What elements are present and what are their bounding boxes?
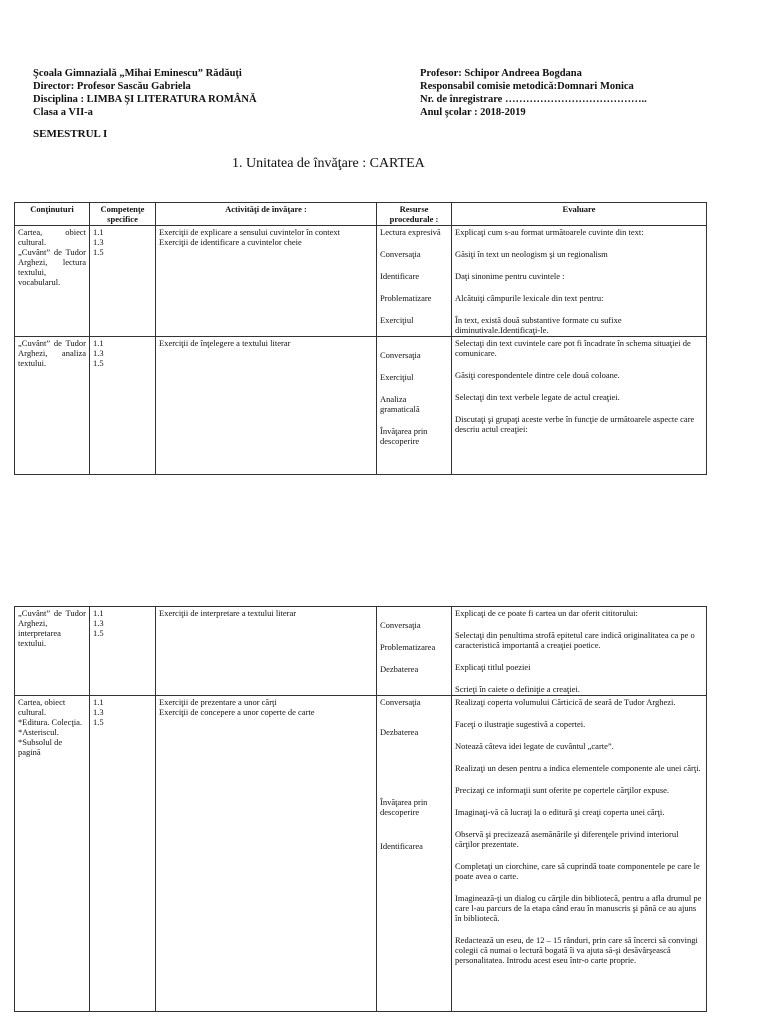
table-row: [15, 337, 707, 475]
methodic-responsible: Responsabil comisie metodică:Domnari Monica: [420, 81, 634, 92]
row-evaluare: Realizaţi coperta volumului Cărticică de seară de Tudor Arghezi. Faceţi o ilustraţie sugestivă a copertei. Notează câteva idei legate de cuvântul „carte”. Realizaţi un desen pentru a indica elementele componente ale unei cărţi. Precizaţi ce informaţii sunt oferite pe copertele cărţilor expuse. Imaginaţi-vă că lucraţi la o editură şi creaţi coperta unei cărţi. Observă şi precizează asemănările şi diferenţele privind interiorul cărţilor prezentate. Completaţi un ciorchine, care să cuprindă toate componentele pe care le poate avea o carte. Imaginează-ţi un dialog cu cărţile din bibliotecă, pentru a afla drumul pe care l-au parcurs de la etapa când erau în manuscris şi până ce au ajuns în bibliotecă. Redactează un eseu, de 12 – 15 rânduri, prin care să încerci să convingi colegii că numai o lectură bogată îi va ajuta să-şi desăvârşească personalitatea. Introdu acest eseu într-o carte proprie.: [452, 696, 707, 1012]
header-right: [420, 67, 647, 119]
table-header-row: [15, 203, 707, 226]
row-activitati: Exerciţii de explicare a sensului cuvintelor în context Exerciţii de identificare a cuvintelor cheie: [156, 226, 377, 337]
plan-table-page-1: [14, 202, 707, 475]
plan-table-page-2: [14, 606, 707, 1012]
discipline: Disciplina : LIMBA ŞI LITERATURA ROMÂNĂ: [33, 94, 257, 105]
row-continut: „Cuvânt” de Tudor Arghezi, analiza textului.: [15, 337, 90, 475]
header-continuturi: Conţinuturi: [15, 203, 90, 226]
unit-title: 1. Unitatea de învăţare : CARTEA: [232, 156, 425, 171]
table-row: [15, 696, 707, 1012]
row-continut: „Cuvânt” de Tudor Arghezi, interpretarea textului.: [15, 607, 90, 696]
header-activitati: Activităţi de învăţare :: [156, 203, 377, 226]
header-evaluare: Evaluare: [452, 203, 707, 226]
row-resurse: Conversaţia Dezbaterea Învăţarea prin descoperire Identificarea: [377, 696, 452, 1012]
row-activitati: Exerciţii de interpretare a textului literar: [156, 607, 377, 696]
row-activitati: Exerciţii de înţelegere a textului literar: [156, 337, 377, 475]
row-evaluare: Explicaţi cum s-au format următoarele cuvinte din text: Găsiţi în text un neologism şi un regionalism Daţi sinonime pentru cuvintele : Alcătuiţi câmpurile lexicale din text pentru: În text, există două substantive formate cu sufixe diminutivale.Identificaţi-le.: [452, 226, 707, 337]
row-resurse: Conversaţia Exerciţiul Analiza gramaticală Învăţarea prin descoperire: [377, 337, 452, 475]
semester-heading: SEMESTRUL I: [33, 128, 108, 140]
row-continut: Cartea, obiect cultural. „Cuvânt” de Tudor Arghezi, lectura textului, vocabularul.: [15, 226, 90, 337]
school-name: Şcoala Gimnazială „Mihai Eminescu” Rădăuţi: [33, 68, 242, 79]
registration-number: Nr. de înregistrare …………………………………..: [420, 94, 647, 105]
row-evaluare: Explicaţi de ce poate fi cartea un dar oferit cititorului: Selectaţi din penultima strofă epitetul care indică originalitatea ca pe o caracteristică importantă a creaţiei poetice. Explicaţi titlul poeziei Scrieţi în caiete o definiţie a creaţiei.: [452, 607, 707, 696]
row-evaluare: Selectaţi din text cuvintele care pot fi încadrate în schema situaţiei de comunicare. Găsiţi corespondentele dintre cele două coloane. Selectaţi din text verbele legate de actul creaţiei. Discutaţi şi grupaţi aceste verbe în funcţie de următoarele aspecte care descriu actul creaţiei:: [452, 337, 707, 475]
row-activitati: Exerciţii de prezentare a unor cărţi Exerciţii de concepere a unor coperte de carte: [156, 696, 377, 1012]
school-year: Anul şcolar : 2018-2019: [420, 107, 526, 118]
row-competente: 1.1 1.3 1.5: [90, 696, 156, 1012]
director: Director: Profesor Sascău Gabriela: [33, 81, 191, 92]
table-row: [15, 607, 707, 696]
header-competente: Competenţe specifice: [90, 203, 156, 226]
header-left: [33, 67, 257, 119]
row-competente: 1.1 1.3 1.5: [90, 607, 156, 696]
row-resurse: Lectura expresivă Conversaţia Identificare Problematizare Exerciţiul: [377, 226, 452, 337]
header-resurse: Resurse procedurale :: [377, 203, 452, 226]
class-level: Clasa a VII-a: [33, 107, 93, 118]
teacher: Profesor: Schipor Andreea Bogdana: [420, 68, 582, 79]
row-resurse: Conversaţia Problematizarea Dezbaterea: [377, 607, 452, 696]
row-continut: Cartea, obiect cultural. *Editura. Colecţia. *Asteriscul. *Subsolul de pagină: [15, 696, 90, 1012]
table-row: [15, 226, 707, 337]
row-competente: 1.1 1.3 1.5: [90, 226, 156, 337]
row-competente: 1.1 1.3 1.5: [90, 337, 156, 475]
